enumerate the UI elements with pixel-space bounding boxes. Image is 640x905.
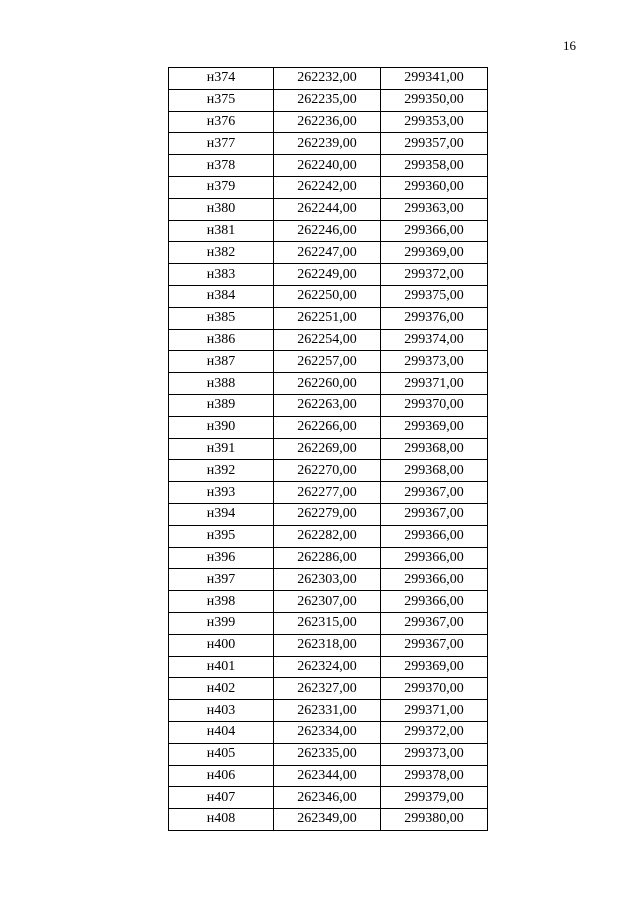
table-row [169,547,488,569]
x-coordinate-cell: 262232,00 [274,68,381,90]
y-coordinate-cell: 299366,00 [381,591,488,613]
point-id-cell: н376 [169,111,274,133]
coordinates-table [168,67,488,831]
y-coordinate-cell: 299341,00 [381,68,488,90]
y-coordinate-cell: 299367,00 [381,503,488,525]
point-id-cell: н393 [169,482,274,504]
x-coordinate-cell: 262334,00 [274,721,381,743]
x-coordinate-cell: 262282,00 [274,525,381,547]
x-coordinate-cell: 262240,00 [274,155,381,177]
table-row [169,656,488,678]
x-coordinate-cell: 262277,00 [274,482,381,504]
y-coordinate-cell: 299367,00 [381,634,488,656]
y-coordinate-cell: 299380,00 [381,809,488,831]
table-row [169,765,488,787]
point-id-cell: н390 [169,416,274,438]
table-row [169,678,488,700]
x-coordinate-cell: 262266,00 [274,416,381,438]
x-coordinate-cell: 262279,00 [274,503,381,525]
table-row [169,111,488,133]
table-row [169,787,488,809]
point-id-cell: н399 [169,612,274,634]
x-coordinate-cell: 262303,00 [274,569,381,591]
x-coordinate-cell: 262250,00 [274,285,381,307]
table-row [169,68,488,90]
y-coordinate-cell: 299366,00 [381,569,488,591]
table-row [169,329,488,351]
x-coordinate-cell: 262349,00 [274,809,381,831]
x-coordinate-cell: 262235,00 [274,89,381,111]
table-row [169,569,488,591]
point-id-cell: н398 [169,591,274,613]
point-id-cell: н405 [169,743,274,765]
point-id-cell: н379 [169,176,274,198]
point-id-cell: н380 [169,198,274,220]
point-id-cell: н406 [169,765,274,787]
table-row [169,242,488,264]
y-coordinate-cell: 299373,00 [381,351,488,373]
x-coordinate-cell: 262249,00 [274,264,381,286]
x-coordinate-cell: 262315,00 [274,612,381,634]
point-id-cell: н404 [169,721,274,743]
table-row [169,285,488,307]
y-coordinate-cell: 299372,00 [381,721,488,743]
x-coordinate-cell: 262327,00 [274,678,381,700]
table-row [169,438,488,460]
table-row [169,743,488,765]
point-id-cell: н378 [169,155,274,177]
table-row [169,525,488,547]
x-coordinate-cell: 262307,00 [274,591,381,613]
table-row [169,460,488,482]
coordinates-table-body [169,68,488,831]
y-coordinate-cell: 299379,00 [381,787,488,809]
point-id-cell: н400 [169,634,274,656]
y-coordinate-cell: 299372,00 [381,264,488,286]
y-coordinate-cell: 299369,00 [381,416,488,438]
x-coordinate-cell: 262269,00 [274,438,381,460]
x-coordinate-cell: 262324,00 [274,656,381,678]
table-row [169,482,488,504]
y-coordinate-cell: 299360,00 [381,176,488,198]
y-coordinate-cell: 299358,00 [381,155,488,177]
point-id-cell: н392 [169,460,274,482]
table-row [169,155,488,177]
x-coordinate-cell: 262260,00 [274,373,381,395]
point-id-cell: н395 [169,525,274,547]
table-row [169,721,488,743]
point-id-cell: н401 [169,656,274,678]
y-coordinate-cell: 299369,00 [381,656,488,678]
table-row [169,307,488,329]
table-row [169,176,488,198]
y-coordinate-cell: 299376,00 [381,307,488,329]
table-row [169,220,488,242]
x-coordinate-cell: 262246,00 [274,220,381,242]
x-coordinate-cell: 262242,00 [274,176,381,198]
y-coordinate-cell: 299363,00 [381,198,488,220]
y-coordinate-cell: 299366,00 [381,547,488,569]
point-id-cell: н381 [169,220,274,242]
x-coordinate-cell: 262344,00 [274,765,381,787]
y-coordinate-cell: 299367,00 [381,482,488,504]
y-coordinate-cell: 299378,00 [381,765,488,787]
point-id-cell: н396 [169,547,274,569]
y-coordinate-cell: 299369,00 [381,242,488,264]
y-coordinate-cell: 299370,00 [381,394,488,416]
y-coordinate-cell: 299357,00 [381,133,488,155]
y-coordinate-cell: 299353,00 [381,111,488,133]
y-coordinate-cell: 299374,00 [381,329,488,351]
x-coordinate-cell: 262244,00 [274,198,381,220]
table-row [169,416,488,438]
x-coordinate-cell: 262346,00 [274,787,381,809]
point-id-cell: н407 [169,787,274,809]
table-row [169,89,488,111]
x-coordinate-cell: 262251,00 [274,307,381,329]
point-id-cell: н385 [169,307,274,329]
table-row [169,634,488,656]
x-coordinate-cell: 262254,00 [274,329,381,351]
table-row [169,394,488,416]
x-coordinate-cell: 262286,00 [274,547,381,569]
point-id-cell: н397 [169,569,274,591]
y-coordinate-cell: 299350,00 [381,89,488,111]
y-coordinate-cell: 299368,00 [381,460,488,482]
table-row [169,503,488,525]
table-row [169,351,488,373]
y-coordinate-cell: 299371,00 [381,373,488,395]
x-coordinate-cell: 262318,00 [274,634,381,656]
point-id-cell: н387 [169,351,274,373]
x-coordinate-cell: 262270,00 [274,460,381,482]
point-id-cell: н394 [169,503,274,525]
y-coordinate-cell: 299373,00 [381,743,488,765]
point-id-cell: н384 [169,285,274,307]
point-id-cell: н403 [169,700,274,722]
x-coordinate-cell: 262236,00 [274,111,381,133]
table-row [169,198,488,220]
point-id-cell: н386 [169,329,274,351]
y-coordinate-cell: 299366,00 [381,525,488,547]
table-row [169,373,488,395]
x-coordinate-cell: 262331,00 [274,700,381,722]
page-number: 16 [563,38,576,53]
x-coordinate-cell: 262335,00 [274,743,381,765]
table-row [169,591,488,613]
y-coordinate-cell: 299375,00 [381,285,488,307]
point-id-cell: н382 [169,242,274,264]
x-coordinate-cell: 262263,00 [274,394,381,416]
table-row [169,809,488,831]
point-id-cell: н375 [169,89,274,111]
point-id-cell: н377 [169,133,274,155]
table-row [169,264,488,286]
y-coordinate-cell: 299366,00 [381,220,488,242]
x-coordinate-cell: 262239,00 [274,133,381,155]
point-id-cell: н388 [169,373,274,395]
y-coordinate-cell: 299371,00 [381,700,488,722]
point-id-cell: н408 [169,809,274,831]
x-coordinate-cell: 262247,00 [274,242,381,264]
table-row [169,133,488,155]
x-coordinate-cell: 262257,00 [274,351,381,373]
point-id-cell: н389 [169,394,274,416]
y-coordinate-cell: 299367,00 [381,612,488,634]
y-coordinate-cell: 299368,00 [381,438,488,460]
point-id-cell: н391 [169,438,274,460]
y-coordinate-cell: 299370,00 [381,678,488,700]
table-row [169,612,488,634]
point-id-cell: н374 [169,68,274,90]
point-id-cell: н402 [169,678,274,700]
point-id-cell: н383 [169,264,274,286]
table-row [169,700,488,722]
